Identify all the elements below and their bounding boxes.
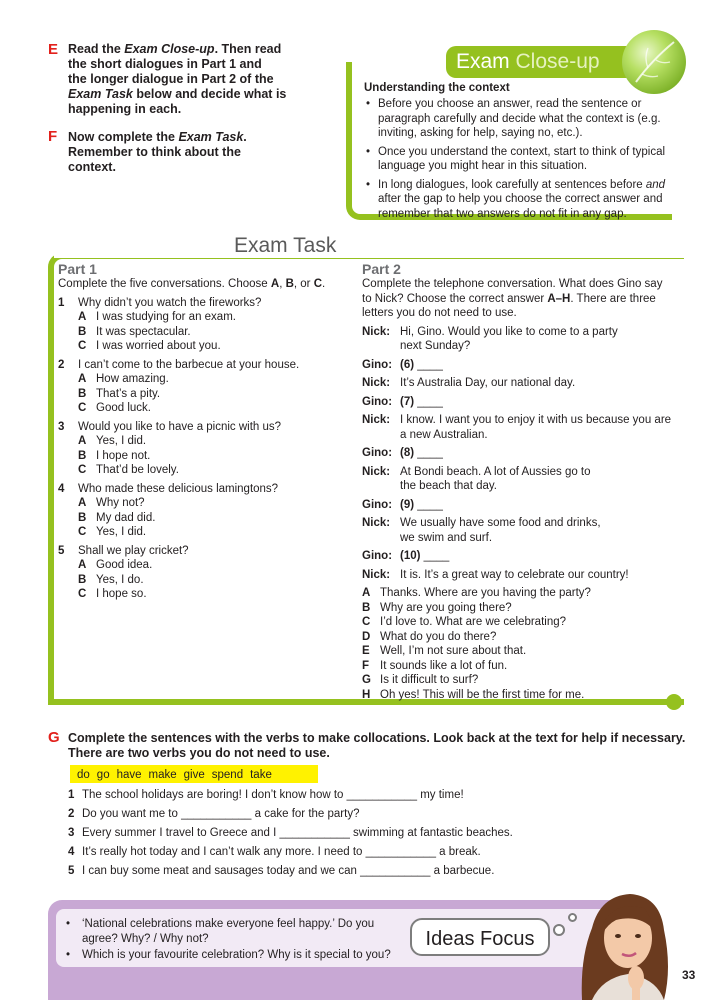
verb-option: go: [96, 769, 110, 781]
choice-letter: A: [362, 587, 371, 599]
option-text: I was studying for an exam.: [96, 311, 236, 323]
question-text: Shall we play cricket?: [78, 544, 189, 557]
choice-letter: F: [362, 659, 370, 672]
g-sentences: [68, 788, 688, 883]
answer-choice: [362, 688, 680, 703]
option-letter: A: [78, 373, 87, 385]
choice-letter: G: [362, 674, 371, 686]
answer-choice: [362, 673, 680, 688]
option-text: How amazing.: [96, 373, 169, 385]
sentence-text: a break.: [435, 846, 481, 858]
option-letter: B: [78, 511, 87, 524]
choice-text: What do you do there?: [380, 630, 497, 643]
sentence-number: 2: [68, 808, 75, 820]
answer-choice: [362, 586, 680, 601]
option-letter: C: [78, 526, 87, 538]
answer-option: [58, 525, 348, 540]
question-text: I can’t come to the barbecue at your house.: [78, 358, 300, 371]
sentence-text: my time!: [417, 789, 464, 801]
option-text: Good luck.: [96, 402, 151, 414]
speaker: Nick:: [362, 377, 391, 389]
option-letter: A: [78, 559, 87, 571]
section-letter-e: E: [48, 41, 59, 58]
option-text: That’s a pity.: [96, 387, 161, 400]
sentence-text: a barbecue.: [430, 865, 495, 877]
answer-option: [58, 511, 348, 526]
answer-choice: [362, 630, 680, 645]
question-text: Who made these delicious lamingtons?: [78, 482, 279, 495]
dialogue-line: [362, 376, 680, 391]
dialogue-text: I know. I want you to enjoy it with us because you are: [400, 414, 672, 426]
dialogue-text: a new Australian.: [400, 428, 488, 441]
question: [58, 420, 348, 478]
part-1-title: Part 1: [58, 261, 97, 277]
answer-option: [58, 496, 348, 511]
answer-blank[interactable]: ____: [417, 447, 443, 459]
option-text: It was spectacular.: [96, 325, 191, 338]
g-sentence: [68, 826, 688, 841]
g-sentence: [68, 807, 688, 822]
sentence-text: I can buy some meat and sausages today and we can: [82, 865, 361, 877]
sentence-number: 3: [68, 827, 75, 839]
sentence-number: 5: [68, 865, 75, 877]
dialogue-text: We usually have some food and drinks,: [400, 517, 601, 529]
verb-option: make: [148, 769, 177, 781]
verb-option: spend: [211, 769, 244, 781]
dialogue-text: next Sunday?: [400, 340, 471, 352]
question-text: Would you like to have a picnic with us?: [78, 420, 282, 433]
answer-blank[interactable]: ___________: [346, 789, 418, 801]
gap-number: (6): [400, 358, 415, 371]
sentence-text: Every summer I travel to Greece and I: [82, 827, 280, 839]
question-number: 2: [58, 358, 65, 371]
dialogue-line: [362, 549, 680, 564]
verb-option: take: [250, 769, 272, 781]
dialogue-line: [362, 465, 680, 494]
choice-letter: C: [362, 616, 371, 628]
answer-choice: [362, 659, 680, 674]
dialogue-line: [362, 446, 680, 461]
verb-option: give: [183, 769, 205, 781]
dialogue-text: we swim and surf.: [400, 531, 493, 544]
answer-choice: [362, 615, 680, 630]
g-sentence: [68, 788, 688, 803]
speaker: Gino:: [362, 498, 393, 511]
exam-closeup-banner: Exam Close-up: [446, 46, 640, 78]
dialogue-text: It’s Australia Day, our national day.: [400, 377, 576, 389]
question: [58, 296, 348, 354]
sentence-number: 1: [68, 789, 75, 801]
option-letter: B: [78, 573, 87, 586]
dialogue-line: [362, 325, 680, 354]
g-sentence: [68, 864, 688, 879]
answer-blank[interactable]: ___________: [279, 827, 350, 839]
verb-box: [70, 765, 318, 783]
answer-option: [58, 449, 348, 464]
part-2-instruction: Complete the telephone conversation. What does Gino say to Nick? Choose the correct answer A–H. There are three letters you do not need to use.: [362, 278, 663, 319]
choice-text: I’d love to. What are we celebrating?: [380, 616, 567, 628]
closeup-heading: Understanding the context: [364, 82, 510, 94]
g-sentence: [68, 845, 688, 860]
question: [58, 544, 348, 602]
closeup-content: [364, 82, 668, 225]
closeup-bullet: • In long dialogues, look carefully at sentences before and after the gap to help you choose the correct answer and remember that two answers do not fit in any gap.: [364, 178, 668, 222]
choice-letter: B: [362, 601, 371, 614]
option-text: That’d be lovely.: [96, 464, 179, 476]
sentence-number: 4: [68, 846, 75, 858]
question: [58, 482, 348, 540]
closeup-bullet: • Once you understand the context, start to think of typical language you might hear in this situation.: [364, 145, 668, 174]
exam-task-title: Exam Task: [230, 234, 340, 258]
sentence-text: a cake for the party?: [251, 808, 360, 820]
gap-number: (8): [400, 447, 415, 459]
question-number: 4: [58, 482, 65, 495]
option-text: My dad did.: [96, 511, 156, 524]
answer-option: [58, 325, 348, 340]
sentence-text: Do you want me to: [82, 808, 182, 820]
gap-number: (7): [400, 395, 415, 408]
gap-number: (10): [400, 550, 421, 562]
part-1: [58, 261, 348, 606]
option-text: Why not?: [96, 497, 145, 509]
answer-option: [58, 558, 348, 573]
sentence-text: It’s really hot today and I can’t walk any more. I need to: [82, 846, 366, 858]
answer-option: [58, 387, 348, 402]
option-letter: B: [78, 325, 87, 338]
speaker: Nick:: [362, 517, 391, 529]
choice-text: Why are you going there?: [380, 601, 512, 614]
choice-letter: D: [362, 630, 371, 643]
option-text: Yes, I did.: [96, 435, 147, 447]
section-g-instruction: Complete the sentences with the verbs to make collocations. Look back at the text for help if necessary. There are two verbs you do not need to use.: [68, 731, 686, 760]
dialogue-text: the beach that day.: [400, 480, 497, 492]
dialogue-line: [362, 516, 680, 545]
choice-text: Is it difficult to surf?: [380, 674, 479, 686]
choice-letter: E: [362, 645, 370, 657]
option-text: I hope not.: [96, 449, 151, 462]
option-letter: B: [78, 449, 87, 462]
closeup-bullet: • Before you choose an answer, read the sentence or paragraph carefully and decide what the context is (e.g. inviting, asking for help, saying no, etc.).: [364, 97, 668, 141]
answer-option: [58, 401, 348, 416]
option-letter: B: [78, 387, 87, 400]
ideas-bullet: • Which is your favourite celebration? Why is it special to you?: [62, 948, 402, 963]
answer-option: [58, 310, 348, 325]
answer-option: [58, 339, 348, 354]
answer-blank[interactable]: ____: [417, 498, 443, 511]
dialogue-line: [362, 413, 680, 442]
section-letter-f: F: [48, 128, 58, 145]
dialogue-text: It is. It’s a great way to celebrate our country!: [400, 568, 629, 581]
question-number: 5: [58, 544, 65, 557]
choice-text: Well, I’m not sure about that.: [380, 645, 527, 657]
option-letter: A: [78, 497, 87, 509]
option-text: Yes, I do.: [96, 573, 144, 586]
answer-option: [58, 434, 348, 449]
ideas-focus-bubble: Ideas Focus: [410, 918, 550, 956]
speaker: Nick:: [362, 465, 391, 478]
question-number: 1: [58, 296, 65, 309]
speaker: Nick:: [362, 325, 391, 338]
question-number: 3: [58, 420, 65, 433]
section-f-instruction: Now complete the Exam Task. Remember to think about the context.: [68, 130, 247, 174]
ideas-list: [62, 917, 402, 965]
sentence-text: The school holidays are boring! I don’t know how to: [82, 789, 347, 801]
gap-number: (9): [400, 498, 415, 511]
option-letter: C: [78, 340, 87, 352]
answer-blank[interactable]: ____: [417, 358, 443, 371]
ideas-bullet: • ‘National celebrations make everyone feel happy.’ Do you agree? Why? / Why not?: [62, 917, 402, 946]
dialogue-line: [362, 498, 680, 513]
answer-blank[interactable]: ____: [423, 550, 450, 562]
part-1-instruction: Complete the five conversations. Choose A, B, or C.: [58, 278, 326, 290]
speaker: Nick:: [362, 414, 391, 426]
dialogue-line: [362, 395, 680, 410]
dialogue-text: At Bondi beach. A lot of Aussies go to: [400, 465, 591, 478]
answer-option: [58, 587, 348, 602]
answer-blank[interactable]: ____: [417, 395, 443, 408]
option-letter: C: [78, 402, 87, 414]
option-letter: A: [78, 435, 87, 447]
part-2: [362, 261, 680, 702]
answer-option: [58, 573, 348, 588]
option-letter: A: [78, 311, 87, 323]
answer-blank[interactable]: ___________: [181, 808, 252, 820]
question-text: Why didn’t you watch the fireworks?: [78, 296, 262, 309]
choice-text: Thanks. Where are you having the party?: [380, 587, 591, 599]
option-text: I hope so.: [96, 588, 147, 600]
option-letter: C: [78, 588, 87, 600]
option-letter: C: [78, 464, 87, 476]
option-text: I was worried about you.: [96, 340, 221, 352]
answer-blank[interactable]: ___________: [365, 846, 436, 858]
dialogue-line: [362, 568, 680, 583]
speaker: Gino:: [362, 550, 393, 562]
choice-text: It sounds like a lot of fun.: [380, 659, 508, 672]
speaker: Nick:: [362, 568, 391, 581]
answer-choice: [362, 644, 680, 659]
dialogue-line: [362, 358, 680, 373]
thinking-girl-image: [552, 878, 682, 1000]
frame-mask: [54, 246, 684, 258]
option-text: Yes, I did.: [96, 526, 147, 538]
answer-choice: [362, 601, 680, 616]
section-letter-g: G: [48, 729, 60, 746]
verb-option: do: [77, 769, 90, 781]
speaker: Gino:: [362, 395, 393, 408]
dialogue-text: Hi, Gino. Would you like to come to a party: [400, 325, 618, 338]
part-2-title: Part 2: [362, 261, 401, 277]
question: [58, 358, 348, 416]
speaker: Gino:: [362, 358, 393, 371]
answer-blank[interactable]: ___________: [360, 865, 431, 877]
answer-option: [58, 372, 348, 387]
choice-letter: H: [362, 688, 371, 701]
section-e-instruction: Read the Exam Close-up. Then read the short dialogues in Part 1 and the longer dialogue in Part 2 of the Exam Task below and decide what is happening in each.: [68, 42, 287, 116]
choice-text: Oh yes! This will be the first time for me.: [380, 688, 585, 701]
option-text: Good idea.: [96, 559, 153, 571]
page-number: 33: [682, 968, 696, 982]
sentence-text: swimming at fantastic beaches.: [349, 827, 513, 839]
verb-option: have: [116, 769, 142, 781]
answer-option: [58, 463, 348, 478]
speaker: Gino:: [362, 447, 393, 459]
